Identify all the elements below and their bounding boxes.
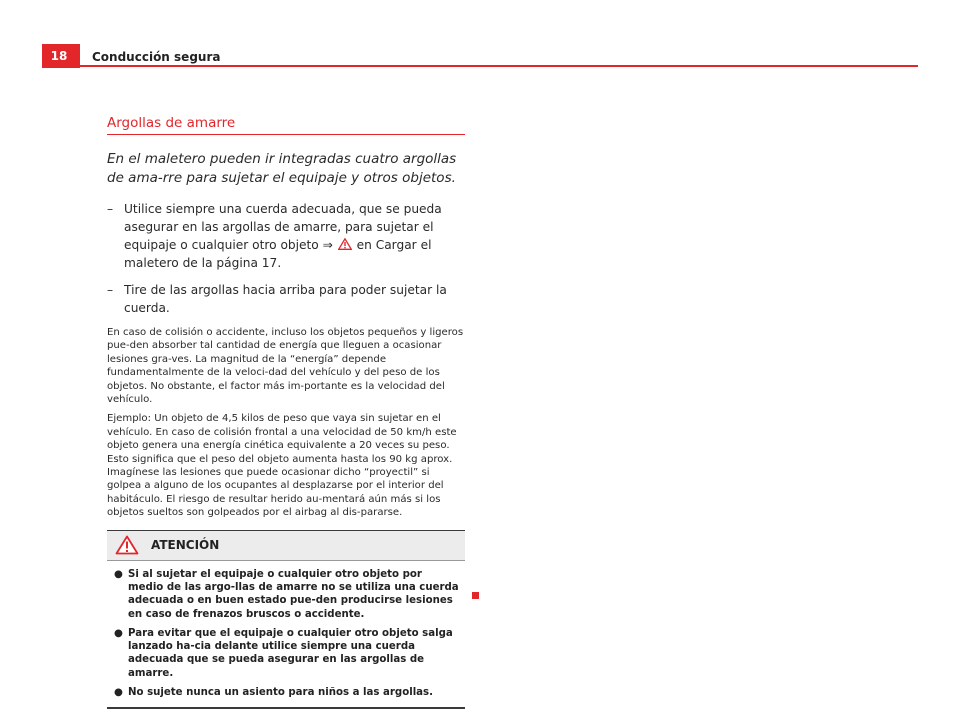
body-paragraph: En caso de colisión o accidente, incluso los objetos pequeños y ligeros pue-den absorber tal cantidad de energía que lleguen a ocasionar lesiones gra-ves. La magnitud de la “energía” depende fundamentalmente de la veloci-dad del vehículo y del peso de los objetos. No obstante, el factor más im-portante es la velocidad del vehículo. xyxy=(107,327,464,406)
warning-header xyxy=(107,531,465,561)
bullet: ● xyxy=(114,627,123,639)
instruction-steps xyxy=(107,200,465,317)
step-text: Tire de las argollas hacia arriba para poder sujetar la cuerda. xyxy=(124,283,447,315)
main-content xyxy=(107,115,465,709)
warning-item xyxy=(113,568,459,621)
step-item xyxy=(107,200,465,272)
header-divider xyxy=(80,65,918,67)
warning-triangle-icon xyxy=(115,535,139,555)
step-dash: – xyxy=(107,283,114,297)
step-item xyxy=(107,281,465,317)
chapter-title: Conducción segura xyxy=(92,50,221,64)
warning-item-text: Para evitar que el equipaje o cualquier otro objeto salga lanzado ha-cia delante utilice siempre una cuerda adecuada que se pueda asegurar en las argollas de amarre. xyxy=(128,627,453,679)
step-dash: – xyxy=(107,202,114,216)
warning-list xyxy=(107,561,465,708)
bullet: ● xyxy=(114,568,123,580)
step-link-text[interactable]: en Cargar el maletero de la página 17. xyxy=(124,238,432,270)
warning-box xyxy=(107,530,465,709)
bullet: ● xyxy=(114,687,123,699)
body-paragraph: Ejemplo: Un objeto de 4,5 kilos de peso que vaya sin sujetar en el vehículo. En caso de colisión frontal a una velocidad de 50 km/h este objeto genera una energía cinética equivalente a 20 veces su peso. Esto significa que el peso del objeto aumenta hasta los 90 kg aprox. Imagínese las lesiones que puede ocasionar dicho “proyectil” si golpea a alguno de los ocupantes al desplazarse por el interior del habitáculo. El riesgo de resultar herido au-mentará aún más si los objetos sueltos son golpeados por el airbag al dis-pararse. xyxy=(107,413,457,519)
warning-item xyxy=(113,686,459,699)
section-end-marker xyxy=(472,592,479,599)
section-title: Argollas de amarre xyxy=(107,115,465,135)
page-number-badge xyxy=(42,44,80,68)
page-number: 18 xyxy=(50,49,68,63)
step-text-before: Utilice siempre una cuerda adecuada, que se pueda asegurar en las argollas de amarre, para sujetar el equipaje o cualquier otro objeto ⇒ xyxy=(124,202,442,252)
warning-item-text: Si al sujetar el equipaje o cualquier otro objeto por medio de las argo-llas de amarre no se utiliza una cuerda adecuada o en buen estado pue-den producirse lesiones en caso de frenazos bruscos o accidente. xyxy=(128,568,459,620)
warning-item-text: No sujete nunca un asiento para niños a las argollas. xyxy=(128,687,433,699)
warning-triangle-icon[interactable] xyxy=(338,238,352,250)
warning-title: ATENCIÓN xyxy=(151,538,220,553)
step-text xyxy=(124,200,465,272)
section-intro: En el maletero pueden ir integradas cuatro argollas de ama-rre para sujetar el equipaje y otros objetos. xyxy=(107,151,457,186)
warning-item xyxy=(113,627,459,680)
